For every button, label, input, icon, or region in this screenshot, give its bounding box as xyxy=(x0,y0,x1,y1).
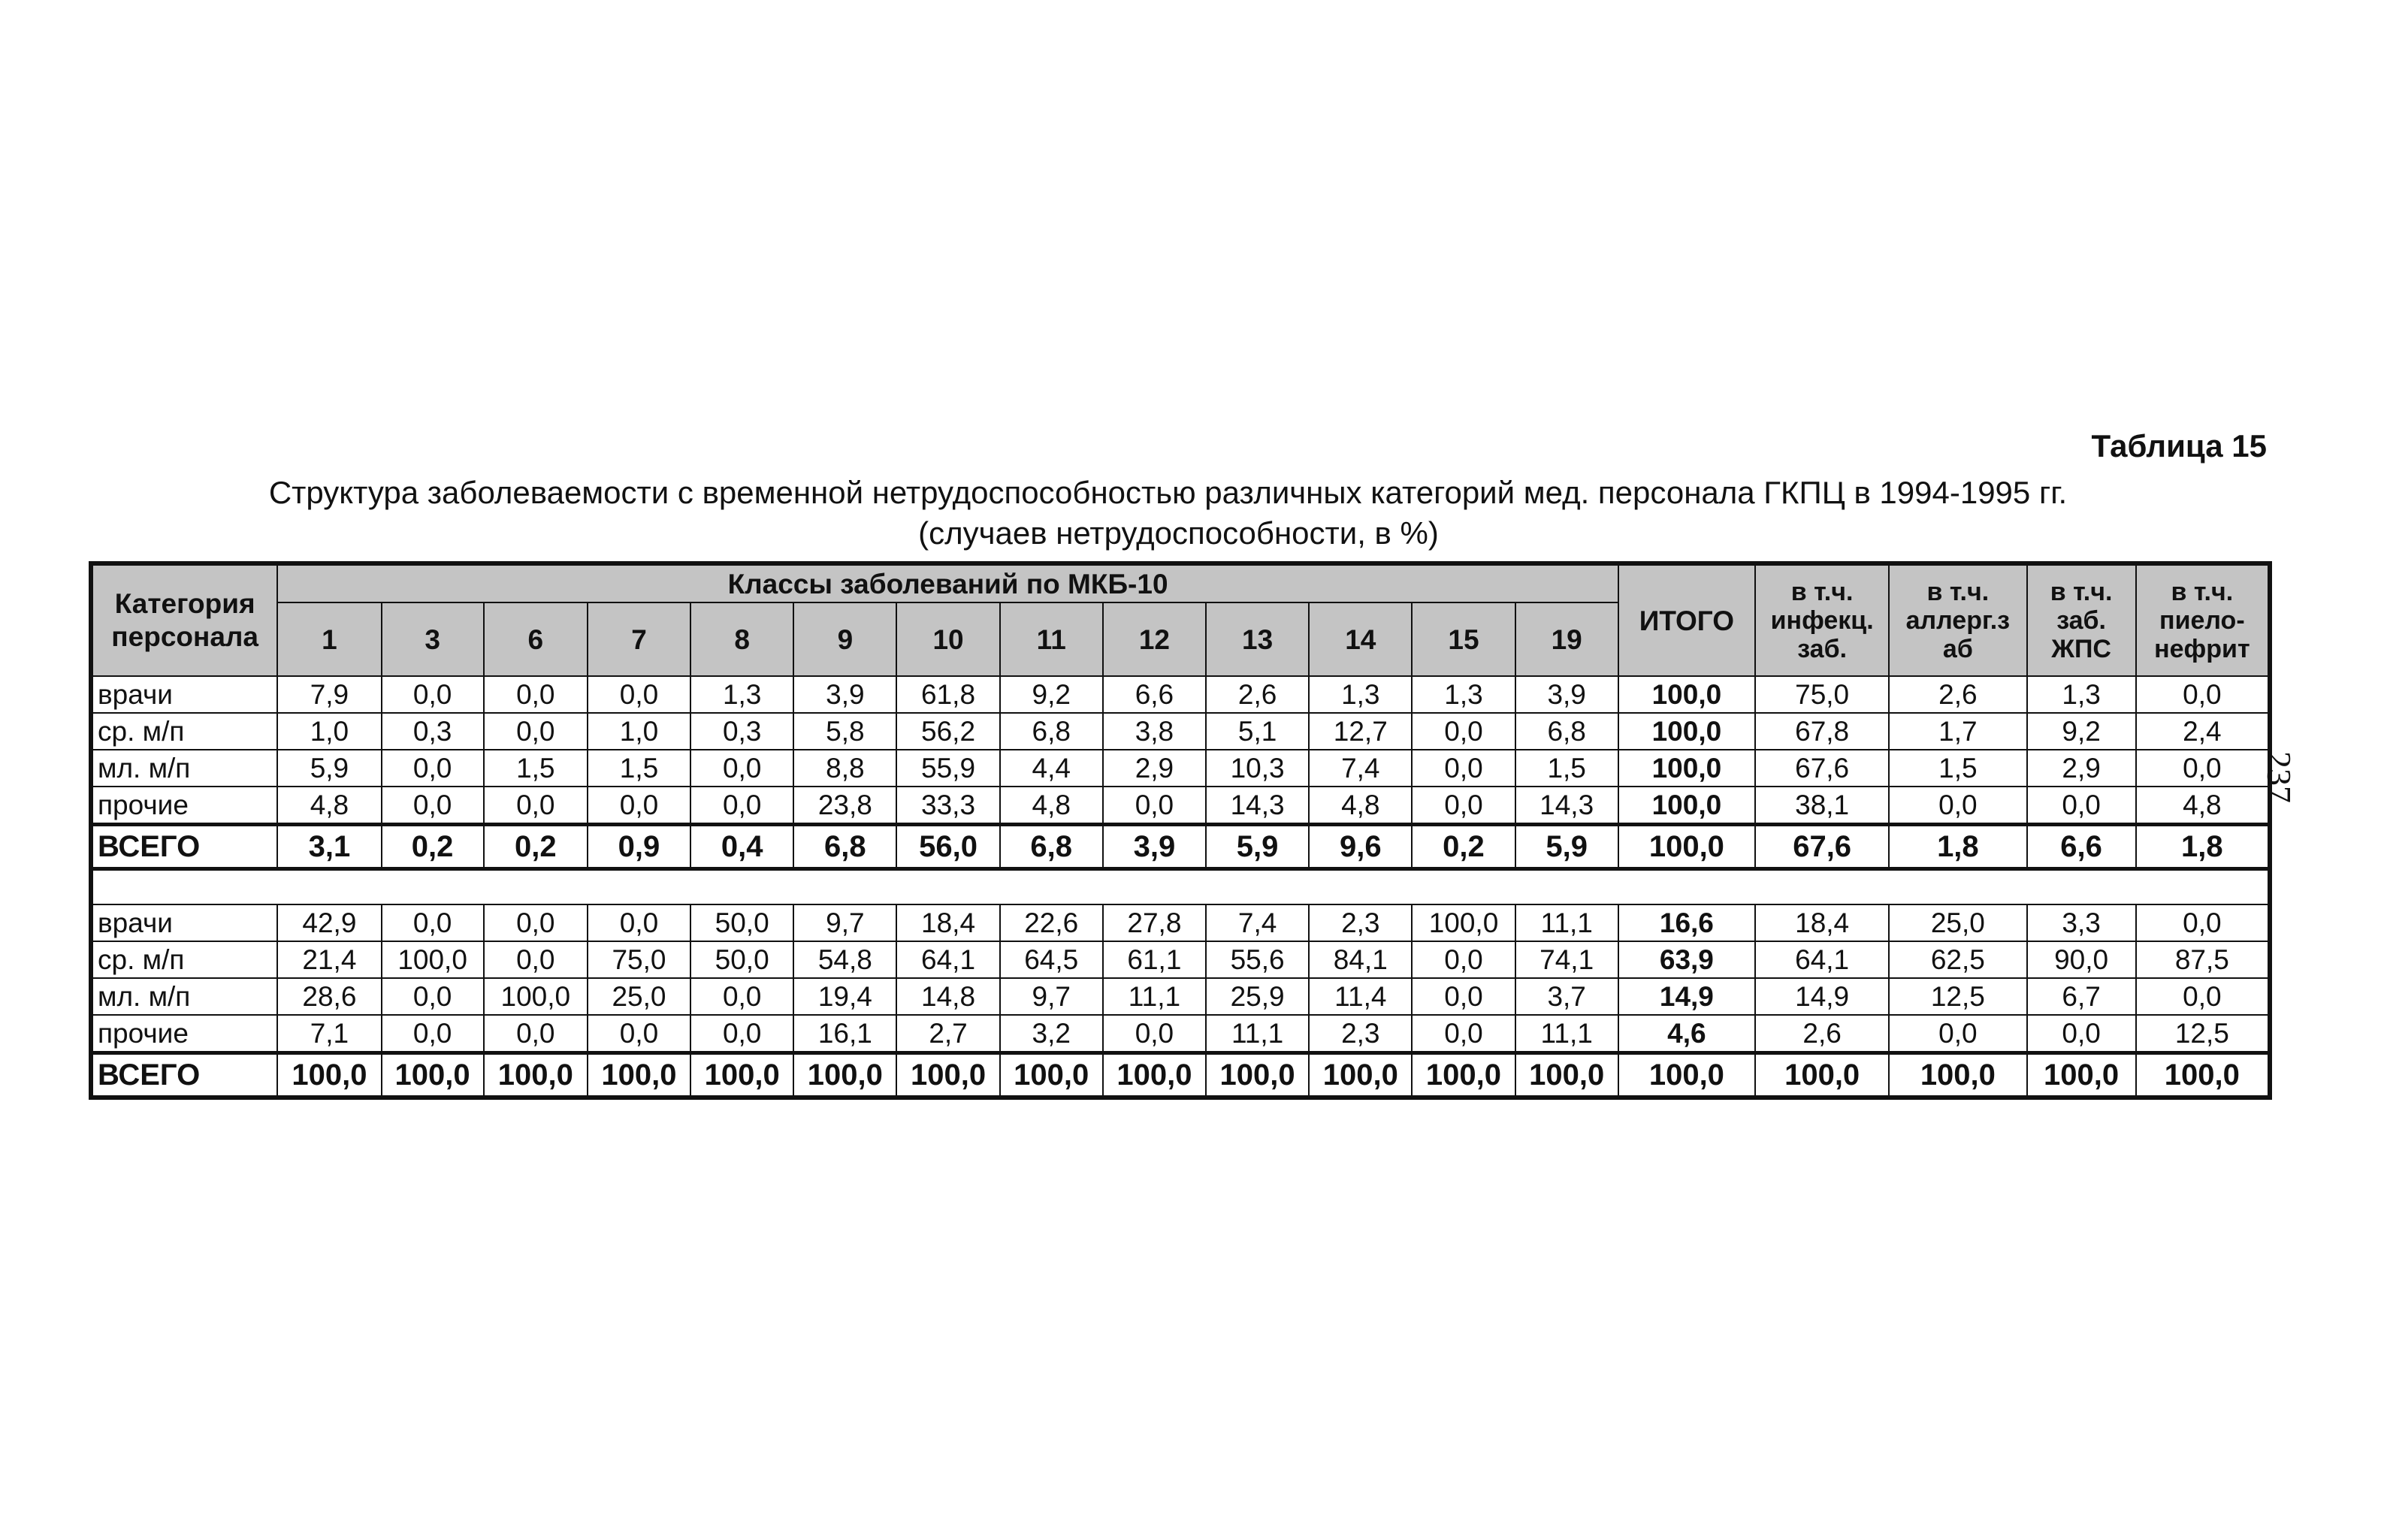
data-cell: 12,7 xyxy=(1309,713,1412,750)
data-cell: 0,2 xyxy=(1412,825,1515,869)
extra-cell: 1,8 xyxy=(2136,825,2270,869)
extra-cell: 100,0 xyxy=(2136,1053,2270,1098)
table-caption: Структура заболеваемости с временной нетрудоспособностью различных категорий мед. персонала ГКПЦ в 1994-1995 гг. xyxy=(268,475,2068,510)
table-row xyxy=(91,904,2270,941)
data-cell: 50,0 xyxy=(690,904,793,941)
extra-cell: 62,5 xyxy=(1889,941,2026,978)
data-cell: 0,0 xyxy=(588,904,690,941)
data-cell: 100,0 xyxy=(896,1053,999,1098)
data-cell: 5,8 xyxy=(793,713,896,750)
data-cell: 56,0 xyxy=(896,825,999,869)
data-cell: 100,0 xyxy=(1309,1053,1412,1098)
data-cell: 9,7 xyxy=(793,904,896,941)
data-cell: 100,0 xyxy=(1412,1053,1515,1098)
extra-cell: 1,8 xyxy=(1889,825,2026,869)
data-cell: 0,0 xyxy=(484,904,588,941)
data-cell: 0,4 xyxy=(690,825,793,869)
data-cell: 0,0 xyxy=(382,978,484,1015)
data-cell: 18,4 xyxy=(896,904,999,941)
header-class: 3 xyxy=(382,602,484,676)
table-row xyxy=(91,1015,2270,1053)
data-cell: 100,0 xyxy=(382,941,484,978)
data-cell: 1,5 xyxy=(588,750,690,787)
data-cell: 23,8 xyxy=(793,787,896,825)
data-cell: 0,2 xyxy=(382,825,484,869)
data-cell: 0,0 xyxy=(382,787,484,825)
itogo-cell: 4,6 xyxy=(1618,1015,1755,1053)
itogo-cell: 100,0 xyxy=(1618,825,1755,869)
data-cell: 0,9 xyxy=(588,825,690,869)
extra-cell: 100,0 xyxy=(1889,1053,2026,1098)
data-cell: 6,8 xyxy=(1000,825,1103,869)
header-zhps: в т.ч. заб. ЖПС xyxy=(2027,563,2136,676)
data-cell: 0,0 xyxy=(588,676,690,713)
itogo-cell: 100,0 xyxy=(1618,676,1755,713)
total-row xyxy=(91,825,2270,869)
data-cell: 54,8 xyxy=(793,941,896,978)
data-cell: 2,9 xyxy=(1103,750,1206,787)
data-cell: 1,5 xyxy=(1515,750,1618,787)
data-cell: 9,2 xyxy=(1000,676,1103,713)
data-cell: 14,3 xyxy=(1206,787,1309,825)
extra-cell: 4,8 xyxy=(2136,787,2270,825)
data-cell: 84,1 xyxy=(1309,941,1412,978)
data-cell: 100,0 xyxy=(1000,1053,1103,1098)
data-cell: 100,0 xyxy=(1103,1053,1206,1098)
extra-cell: 1,5 xyxy=(1889,750,2026,787)
data-cell: 0,0 xyxy=(484,941,588,978)
data-cell: 0,0 xyxy=(484,787,588,825)
itogo-cell: 14,9 xyxy=(1618,978,1755,1015)
header-class: 1 xyxy=(277,602,381,676)
data-cell: 9,7 xyxy=(1000,978,1103,1015)
extra-cell: 64,1 xyxy=(1755,941,1889,978)
data-cell: 0,0 xyxy=(382,676,484,713)
data-cell: 100,0 xyxy=(793,1053,896,1098)
header-class: 13 xyxy=(1206,602,1309,676)
row-label: прочие xyxy=(91,1015,277,1053)
data-cell: 100,0 xyxy=(484,1053,588,1098)
extra-cell: 67,6 xyxy=(1755,825,1889,869)
data-cell: 7,1 xyxy=(277,1015,381,1053)
data-cell: 56,2 xyxy=(896,713,999,750)
data-cell: 2,3 xyxy=(1309,1015,1412,1053)
data-cell: 7,9 xyxy=(277,676,381,713)
extra-cell: 90,0 xyxy=(2027,941,2136,978)
data-cell: 0,0 xyxy=(1103,787,1206,825)
table-row xyxy=(91,978,2270,1015)
data-cell: 64,1 xyxy=(896,941,999,978)
header-class: 7 xyxy=(588,602,690,676)
header-class: 11 xyxy=(1000,602,1103,676)
data-cell: 3,9 xyxy=(1515,676,1618,713)
data-cell: 19,4 xyxy=(793,978,896,1015)
data-cell: 0,3 xyxy=(690,713,793,750)
data-cell: 1,3 xyxy=(1309,676,1412,713)
extra-cell: 0,0 xyxy=(2136,750,2270,787)
data-cell: 100,0 xyxy=(588,1053,690,1098)
data-cell: 100,0 xyxy=(382,1053,484,1098)
row-label: ВСЕГО xyxy=(91,1053,277,1098)
itogo-cell: 100,0 xyxy=(1618,713,1755,750)
itogo-cell: 100,0 xyxy=(1618,787,1755,825)
data-cell: 1,3 xyxy=(1412,676,1515,713)
header-class: 6 xyxy=(484,602,588,676)
data-cell: 0,0 xyxy=(484,1015,588,1053)
extra-cell: 9,2 xyxy=(2027,713,2136,750)
data-cell: 2,3 xyxy=(1309,904,1412,941)
itogo-cell: 100,0 xyxy=(1618,750,1755,787)
header-class: 19 xyxy=(1515,602,1618,676)
data-cell: 100,0 xyxy=(690,1053,793,1098)
row-label: мл. м/п xyxy=(91,750,277,787)
data-cell: 14,8 xyxy=(896,978,999,1015)
data-cell: 4,8 xyxy=(1000,787,1103,825)
data-cell: 3,9 xyxy=(1103,825,1206,869)
data-cell: 11,1 xyxy=(1515,1015,1618,1053)
header-class: 14 xyxy=(1309,602,1412,676)
table-row xyxy=(91,676,2270,713)
data-cell: 25,0 xyxy=(588,978,690,1015)
extra-cell: 6,6 xyxy=(2027,825,2136,869)
data-cell: 7,4 xyxy=(1309,750,1412,787)
extra-cell: 38,1 xyxy=(1755,787,1889,825)
header-class: 8 xyxy=(690,602,793,676)
row-label: ср. м/п xyxy=(91,713,277,750)
data-cell: 6,6 xyxy=(1103,676,1206,713)
data-cell: 0,0 xyxy=(382,1015,484,1053)
extra-cell: 67,8 xyxy=(1755,713,1889,750)
data-cell: 0,0 xyxy=(690,750,793,787)
data-cell: 55,9 xyxy=(896,750,999,787)
data-cell: 6,8 xyxy=(793,825,896,869)
data-cell: 0,0 xyxy=(588,1015,690,1053)
spacer-row xyxy=(91,869,2270,905)
spacer-cell xyxy=(91,869,2270,905)
data-cell: 75,0 xyxy=(588,941,690,978)
itogo-cell: 63,9 xyxy=(1618,941,1755,978)
row-label: ВСЕГО xyxy=(91,825,277,869)
table-number: Таблица 15 xyxy=(2091,428,2267,464)
header-disease-classes: Классы заболеваний по МКБ-10 xyxy=(277,563,1618,602)
extra-cell: 25,0 xyxy=(1889,904,2026,941)
data-cell: 4,4 xyxy=(1000,750,1103,787)
row-label: прочие xyxy=(91,787,277,825)
data-cell: 25,9 xyxy=(1206,978,1309,1015)
data-cell: 8,8 xyxy=(793,750,896,787)
header-pielonefrit: в т.ч. пиело-нефрит xyxy=(2136,563,2270,676)
data-cell: 0,0 xyxy=(588,787,690,825)
extra-cell: 2,4 xyxy=(2136,713,2270,750)
data-cell: 0,0 xyxy=(1412,713,1515,750)
data-cell: 100,0 xyxy=(1412,904,1515,941)
data-cell: 7,4 xyxy=(1206,904,1309,941)
data-cell: 22,6 xyxy=(1000,904,1103,941)
header-row-1 xyxy=(91,563,2270,602)
data-cell: 0,0 xyxy=(382,750,484,787)
data-cell: 50,0 xyxy=(690,941,793,978)
row-label: ср. м/п xyxy=(91,941,277,978)
extra-cell: 12,5 xyxy=(2136,1015,2270,1053)
extra-cell: 100,0 xyxy=(1755,1053,1889,1098)
data-cell: 0,0 xyxy=(484,713,588,750)
page-number: 237 xyxy=(2260,751,2298,803)
data-cell: 1,3 xyxy=(690,676,793,713)
row-label: мл. м/п xyxy=(91,978,277,1015)
data-cell: 61,8 xyxy=(896,676,999,713)
data-cell: 11,1 xyxy=(1515,904,1618,941)
data-cell: 61,1 xyxy=(1103,941,1206,978)
data-cell: 0,0 xyxy=(1412,978,1515,1015)
extra-cell: 0,0 xyxy=(1889,787,2026,825)
data-cell: 100,0 xyxy=(1515,1053,1618,1098)
data-cell: 6,8 xyxy=(1515,713,1618,750)
table-body xyxy=(91,676,2270,1098)
extra-cell: 2,6 xyxy=(1889,676,2026,713)
data-cell: 27,8 xyxy=(1103,904,1206,941)
data-cell: 14,3 xyxy=(1515,787,1618,825)
header-infect: в т.ч. инфекц. заб. xyxy=(1755,563,1889,676)
data-cell: 3,9 xyxy=(793,676,896,713)
header-category: Категория персонала xyxy=(91,563,277,676)
extra-cell: 1,3 xyxy=(2027,676,2136,713)
row-label: врачи xyxy=(91,676,277,713)
total-row xyxy=(91,1053,2270,1098)
row-label: врачи xyxy=(91,904,277,941)
data-cell: 11,1 xyxy=(1103,978,1206,1015)
data-cell: 0,3 xyxy=(382,713,484,750)
table-row xyxy=(91,750,2270,787)
data-cell: 100,0 xyxy=(484,978,588,1015)
extra-cell: 0,0 xyxy=(2027,1015,2136,1053)
extra-cell: 75,0 xyxy=(1755,676,1889,713)
extra-cell: 0,0 xyxy=(2136,904,2270,941)
data-cell: 28,6 xyxy=(277,978,381,1015)
extra-cell: 100,0 xyxy=(2027,1053,2136,1098)
data-cell: 21,4 xyxy=(277,941,381,978)
header-allerg: в т.ч. аллерг.з аб xyxy=(1889,563,2026,676)
extra-cell: 3,3 xyxy=(2027,904,2136,941)
data-cell: 2,7 xyxy=(896,1015,999,1053)
data-cell: 0,0 xyxy=(382,904,484,941)
table-row xyxy=(91,787,2270,825)
extra-cell: 87,5 xyxy=(2136,941,2270,978)
header-class: 9 xyxy=(793,602,896,676)
data-cell: 4,8 xyxy=(277,787,381,825)
extra-cell: 2,9 xyxy=(2027,750,2136,787)
data-cell: 5,9 xyxy=(1515,825,1618,869)
extra-cell: 1,7 xyxy=(1889,713,2026,750)
extra-cell: 6,7 xyxy=(2027,978,2136,1015)
data-cell: 33,3 xyxy=(896,787,999,825)
extra-cell: 67,6 xyxy=(1755,750,1889,787)
extra-cell: 14,9 xyxy=(1755,978,1889,1015)
data-cell: 100,0 xyxy=(277,1053,381,1098)
table-subcaption: (случаев нетрудоспособности, в %) xyxy=(918,515,1439,551)
data-cell: 0,2 xyxy=(484,825,588,869)
data-cell: 64,5 xyxy=(1000,941,1103,978)
itogo-cell: 16,6 xyxy=(1618,904,1755,941)
data-cell: 0,0 xyxy=(1412,787,1515,825)
extra-cell: 0,0 xyxy=(2027,787,2136,825)
data-cell: 3,2 xyxy=(1000,1015,1103,1053)
header-class: 10 xyxy=(896,602,999,676)
data-cell: 5,1 xyxy=(1206,713,1309,750)
data-cell: 16,1 xyxy=(793,1015,896,1053)
extra-cell: 0,0 xyxy=(1889,1015,2026,1053)
data-cell: 11,4 xyxy=(1309,978,1412,1015)
data-cell: 100,0 xyxy=(1206,1053,1309,1098)
data-cell: 6,8 xyxy=(1000,713,1103,750)
data-cell: 10,3 xyxy=(1206,750,1309,787)
data-cell: 3,1 xyxy=(277,825,381,869)
extra-cell: 12,5 xyxy=(1889,978,2026,1015)
data-cell: 5,9 xyxy=(277,750,381,787)
header-itogo: ИТОГО xyxy=(1618,563,1755,676)
morbidity-table xyxy=(89,561,2272,1100)
data-cell: 1,0 xyxy=(277,713,381,750)
extra-cell: 2,6 xyxy=(1755,1015,1889,1053)
data-cell: 4,8 xyxy=(1309,787,1412,825)
data-cell: 0,0 xyxy=(690,978,793,1015)
header-class: 12 xyxy=(1103,602,1206,676)
data-cell: 0,0 xyxy=(484,676,588,713)
data-cell: 55,6 xyxy=(1206,941,1309,978)
extra-cell: 0,0 xyxy=(2136,978,2270,1015)
data-cell: 0,0 xyxy=(690,1015,793,1053)
data-cell: 0,0 xyxy=(1103,1015,1206,1053)
data-cell: 74,1 xyxy=(1515,941,1618,978)
extra-cell: 0,0 xyxy=(2136,676,2270,713)
data-cell: 11,1 xyxy=(1206,1015,1309,1053)
table-row xyxy=(91,713,2270,750)
data-cell: 2,6 xyxy=(1206,676,1309,713)
data-cell: 3,8 xyxy=(1103,713,1206,750)
data-cell: 1,0 xyxy=(588,713,690,750)
data-cell: 42,9 xyxy=(277,904,381,941)
data-cell: 3,7 xyxy=(1515,978,1618,1015)
data-cell: 1,5 xyxy=(484,750,588,787)
data-cell: 0,0 xyxy=(690,787,793,825)
data-cell: 9,6 xyxy=(1309,825,1412,869)
extra-cell: 18,4 xyxy=(1755,904,1889,941)
data-cell: 0,0 xyxy=(1412,941,1515,978)
table-row xyxy=(91,941,2270,978)
data-cell: 5,9 xyxy=(1206,825,1309,869)
data-cell: 0,0 xyxy=(1412,750,1515,787)
header-class: 15 xyxy=(1412,602,1515,676)
data-cell: 0,0 xyxy=(1412,1015,1515,1053)
itogo-cell: 100,0 xyxy=(1618,1053,1755,1098)
